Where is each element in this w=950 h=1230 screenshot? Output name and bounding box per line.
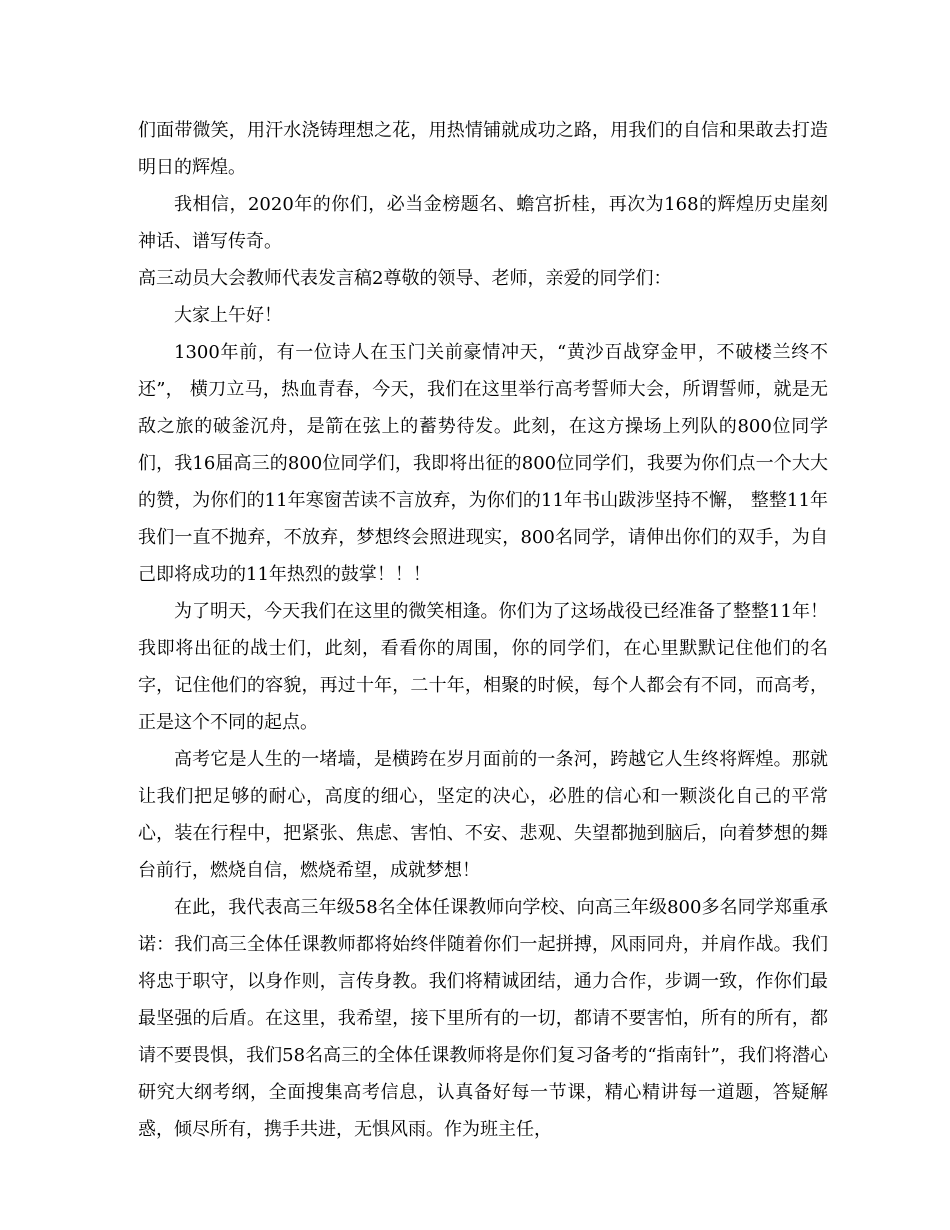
paragraph-7: 高考它是人生的一堵墙，是横跨在岁月面前的一条河，跨越它人生终将辉煌。那就让我们把足够的耐心，高度的细心，坚定的决心，必胜的信心和一颗淡化自己的平常心，装在行程中，把紧张、焦虑、害怕、不安、悲观、失望都抛到脑后，向着梦想的舞台前行，燃烧自信，燃烧希望，成就梦想！ bbox=[138, 749, 828, 881]
paragraph-1: 们面带微笑，用汗水浇铸理想之花，用热情铺就成功之路，用我们的自信和果敢去打造明日的辉煌。 bbox=[138, 120, 828, 178]
paragraph-2: 我相信，2020年的你们，必当金榜题名、蟾宫折桂，再次为168的辉煌历史崖刻神话、谱写传奇。 bbox=[138, 194, 828, 252]
paragraph-5: 1300年前，有一位诗人在玉门关前豪情冲天，“黄沙百战穿金甲，不破楼兰终不还”， 横刀立马，热血青春，今天，我们在这里举行高考誓师大会，所谓誓师，就是无敌之旅的破釜沉舟，是箭在弦上的蓄势待发。此刻，在这方操场上列队的800位同学们，我16届高三的800位同学们，我即将出征的800位同学们，我要为你们点一个大大的赞，为你们的11年寒窗苦读不言放弃，为你们的11年书山跋涉坚持不懈， 整整11年我们一直不抛弃，不放弃，梦想终会照进现实，800名同学，请伸出你们的双手，为自己即将成功的11年热烈的鼓掌！！！ bbox=[138, 342, 828, 585]
speech-title-line: 高三动员大会教师代表发言稿2尊敬的领导、老师，亲爱的同学们： bbox=[138, 268, 672, 289]
paragraph-8: 在此，我代表高三年级58名全体任课教师向学校、向高三年级800多名同学郑重承诺：我们高三全体任课教师都将始终伴随着你们一起拼搏，风雨同舟，并肩作战。我们将忠于职守，以身作则，言传身教。我们将精诚团结，通力合作，步调一致，作你们最最坚强的后盾。在这里，我希望，接下里所有的一切，都请不要害怕，所有的所有，都请不要畏惧，我们58名高三的全体任课教师将是你们复习备考的“指南针”，我们将潜心研究大纲考纲，全面搜集高考信息，认真备好每一节课，精心精讲每一道题，答疑解惑，倾尽所有，携手共进，无惧风雨。作为班主任， bbox=[138, 897, 828, 1140]
greeting-paragraph: 大家上午好！ bbox=[174, 305, 282, 326]
document-body bbox=[138, 112, 828, 1148]
paragraph-6: 为了明天，今天我们在这里的微笑相逢。你们为了这场战役已经准备了整整11年！我即将出征的战士们，此刻，看看你的周围，你的同学们，在心里默默记住他们的名字，记住他们的容貌，再过十年，二十年，相聚的时候，每个人都会有不同，而高考，正是这个不同的起点。 bbox=[138, 601, 828, 733]
